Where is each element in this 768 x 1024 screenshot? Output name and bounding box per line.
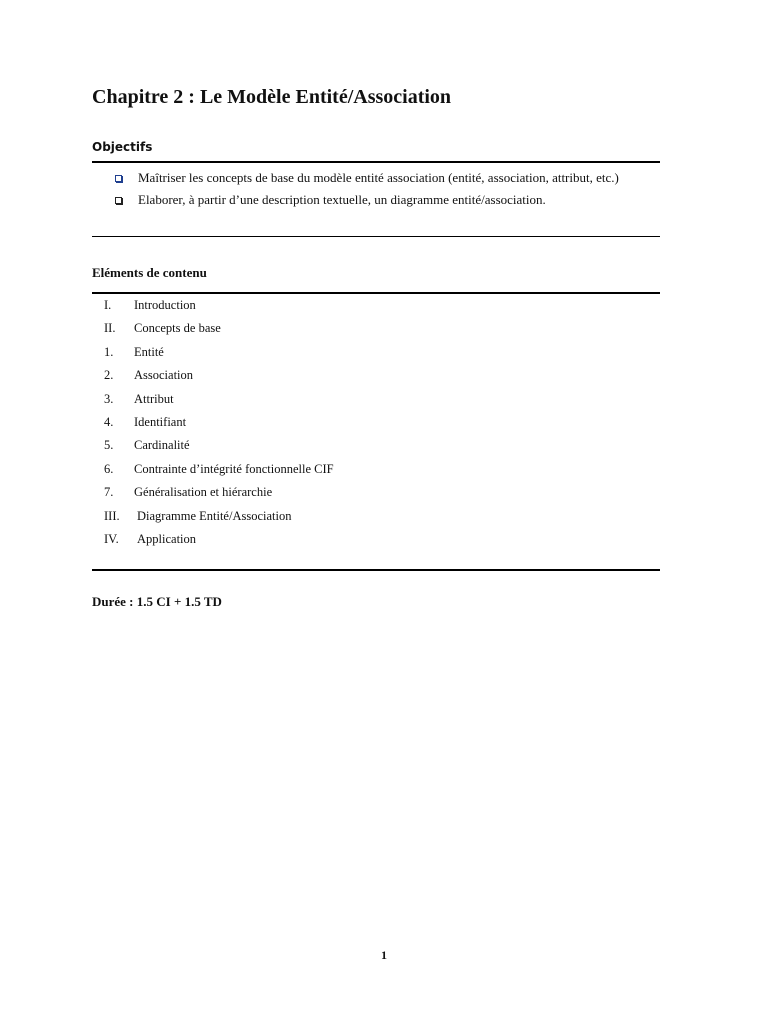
- contents-item-number: II.: [104, 321, 116, 336]
- contents-item-label: Attribut: [134, 391, 174, 406]
- objectives-heading: Objectifs: [92, 140, 153, 154]
- contents-item-number: 5.: [104, 438, 114, 453]
- contents-item-number: I.: [104, 298, 112, 312]
- contents-item-number: 3.: [104, 391, 114, 406]
- contents-item-label: Application: [137, 531, 197, 546]
- objective-text: Elaborer, à partir d’une description textuelle, un diagramme entité/association.: [138, 192, 546, 207]
- contents-item-label: Cardinalité: [134, 438, 190, 453]
- contents-item-label: Entité: [134, 344, 164, 359]
- objectives-list: [112, 170, 658, 214]
- contents-item-label: Association: [134, 368, 194, 383]
- contents-item-label: Concepts de base: [134, 321, 221, 336]
- objectives-top-rule: [92, 161, 660, 163]
- course-duration: Durée : 1.5 CI + 1.5 TD: [92, 594, 222, 609]
- contents-item-number: IV.: [104, 531, 119, 546]
- page-number: 1: [381, 948, 387, 962]
- contents-item-number: 6.: [104, 461, 114, 476]
- contents-bottom-rule: [92, 569, 660, 571]
- objective-text: Maîtriser les concepts de base du modèle entité association (entité, association, attribut, etc.): [138, 170, 619, 185]
- square-bullet-icon: [115, 175, 122, 182]
- square-bullet-icon: [115, 197, 122, 204]
- chapter-title: Chapitre 2 : Le Modèle Entité/Association: [92, 86, 452, 108]
- objectives-bottom-rule: [92, 236, 660, 237]
- contents-heading: Eléments de contenu: [92, 265, 207, 280]
- contents-item-number: 7.: [104, 485, 114, 500]
- objective-item: [112, 170, 658, 186]
- contents-item-label: Généralisation et hiérarchie: [134, 485, 273, 500]
- contents-item-label: Introduction: [134, 298, 196, 312]
- contents-item-label: Identifiant: [134, 414, 187, 429]
- objective-item: [112, 192, 658, 208]
- contents-item-label: Diagramme Entité/Association: [137, 508, 292, 523]
- contents-item-number: III.: [104, 508, 120, 523]
- contents-item-label: Contrainte d’intégrité fonctionnelle CIF: [134, 461, 334, 476]
- contents-top-rule: [92, 292, 660, 294]
- contents-item-number: 4.: [104, 414, 114, 429]
- contents-item-number: 2.: [104, 368, 114, 383]
- contents-item-number: 1.: [104, 344, 114, 359]
